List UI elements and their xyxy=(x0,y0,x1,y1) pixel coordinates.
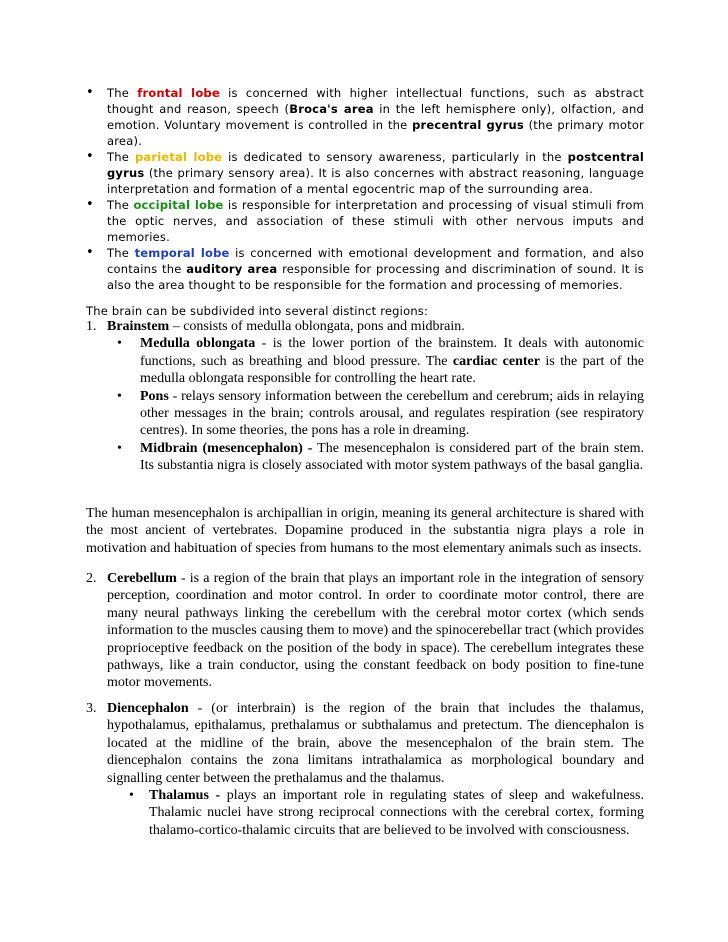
section-title-cerebellum: Cerebellum xyxy=(107,571,177,586)
bullet-icon: • xyxy=(86,197,94,212)
sub-text: - relays sensory information between the cerebellum and cerebrum; aids in relaying other messages in the brain; controls arousal, and regulates respiration (see respiratory centres). In some theories, the pons has a role in dreaming. xyxy=(140,388,644,439)
item-number: 3. xyxy=(86,701,97,716)
lobe-name-occipital: occipital lobe xyxy=(133,198,224,212)
sub-title-pons: Pons xyxy=(140,388,169,404)
section-text: – consists of medulla oblongata, pons and midbrain. xyxy=(169,319,465,334)
list-item-brainstem xyxy=(86,318,644,335)
lobe-text: (the primary motor area). xyxy=(107,118,644,148)
bullet-icon: • xyxy=(86,149,94,164)
lobe-pre: The xyxy=(107,150,135,164)
list-item-parietal xyxy=(86,149,644,197)
lobe-text: (the primary sensory area). It is also concernes with abstract reasoning, language interpretation and formation of a mental egocentric map of the surrounding area. xyxy=(107,166,644,196)
sub-text: The mesencephalon is considered part of the brain stem. Its substantia nigra is closely associated with motor system pathways of the basal ganglia. xyxy=(140,440,644,474)
bullet-icon: • xyxy=(86,245,94,260)
list-item-occipital xyxy=(86,197,644,245)
sub-item-medulla xyxy=(86,335,644,387)
term-auditory-area: auditory area xyxy=(186,262,278,276)
lobe-pre: The xyxy=(107,86,138,100)
sub-title-medulla: Medulla oblongata xyxy=(140,336,256,352)
lobe-text: is concerned with emotional development and formation, and also contains the xyxy=(107,246,644,276)
list-item-cerebellum xyxy=(86,570,644,692)
section-text: - is a region of the brain that plays an important role in the integration of sensory perception, coordination and motor control. In order to coordinate motor control, there are many neural pathways linking the cerebellum with the cerebral motor cortex (which sends information to the muscles causing them to move) and the spinocerebellar tract (which provides proprioceptive feedback on the position of the body in space). The cerebellum integrates these pathways, like a train conductor, using the constant feedback on body position to fine-tune motor movements. xyxy=(107,571,644,691)
list-item-diencephalon xyxy=(86,700,644,787)
list-item-frontal xyxy=(86,85,644,149)
sub-title-thalamus: Thalamus - xyxy=(149,788,221,804)
regions-intro: The brain can be subdivided into several distinct regions: xyxy=(86,304,429,318)
section-brainstem xyxy=(86,318,644,475)
section-title-diencephalon: Diencephalon xyxy=(107,701,189,716)
sub-title-midbrain: Midbrain (mesencephalon) - xyxy=(140,440,313,456)
lobe-text: in the left hemisphere only), olfaction, and emotion. Voluntary movement is controlled in the xyxy=(107,102,644,132)
sub-text: plays an important role in regulating states of sleep and wakefulness. Thalamic nuclei have strong reciprocal connections with the cerebral cortex, forming thalamo-cortico-thalamic circuits that are believed to be involved with consciousness. xyxy=(149,788,644,838)
sub-item-midbrain xyxy=(86,440,644,475)
lobe-text: responsible for processing and discrimination of sound. It is also the area thought to be responsible for the formation and processing of memories. xyxy=(107,262,644,292)
sub-text: - is the lower portion of the brainstem. It deals with autonomic functions, such as breathing and blood pressure. The xyxy=(140,336,644,369)
lobe-name-frontal: frontal lobe xyxy=(137,86,220,100)
lobe-text: is concerned with higher intellectual functions, such as abstract thought and reason, speech ( xyxy=(107,86,644,116)
item-number: 1. xyxy=(86,319,97,334)
list-item-temporal xyxy=(86,245,644,293)
mesencephalon-paragraph: The human mesencephalon is archipallian in origin, meaning its general architecture is shared with the most ancient of vertebrates. Dopamine produced in the substantia nigra plays a role in motivation and habituation of species from humans to the most elementary animals such as insects. xyxy=(86,506,644,556)
term-postcentral-gyrus: postcentral gyrus xyxy=(107,150,644,180)
term-brocas-area: Broca's area xyxy=(289,102,374,116)
bullet-icon: • xyxy=(86,85,94,100)
term-cardiac-center: cardiac center xyxy=(452,353,540,369)
lobe-name-parietal: parietal lobe xyxy=(134,150,223,164)
sub-item-pons xyxy=(86,388,644,440)
lobe-pre: The xyxy=(107,198,134,212)
lobe-text: is dedicated to sensory awareness, particularly in the xyxy=(222,150,568,164)
section-title-brainstem: Brainstem xyxy=(107,319,170,334)
bullet-icon: • xyxy=(117,388,122,404)
lobe-name-temporal: temporal lobe xyxy=(134,246,230,260)
lobes-list xyxy=(86,85,644,293)
section-text: - (or interbrain) is the region of the brain that includes the thalamus, hypothalamus, epithalamus, prethalamus or subthalamus and pretectum. The diencephalon is located at the midline of the brain, above the mesencephalon of the brain stem. The diencephalon contains the zona limitans intrathalamica as morphological boundary and signalling center between the prethalamus and the thalamus. xyxy=(107,701,644,786)
item-number: 2. xyxy=(86,571,97,586)
sub-item-thalamus xyxy=(86,787,644,839)
sub-text: is the part of the medulla oblongata responsible for controlling the heart rate. xyxy=(140,353,645,387)
section-cerebellum xyxy=(86,570,644,692)
lobe-text: is responsible for interpretation and processing of visual stimuli from the optic nerves, and association of these stimuli with other nervous imputs and memories. xyxy=(107,198,644,244)
term-precentral-gyrus: precentral gyrus xyxy=(412,118,524,132)
bullet-icon: • xyxy=(117,336,122,352)
section-diencephalon xyxy=(86,700,644,839)
bullet-icon: • xyxy=(117,440,122,456)
bullet-icon: • xyxy=(129,788,134,804)
lobe-pre: The xyxy=(107,246,135,260)
